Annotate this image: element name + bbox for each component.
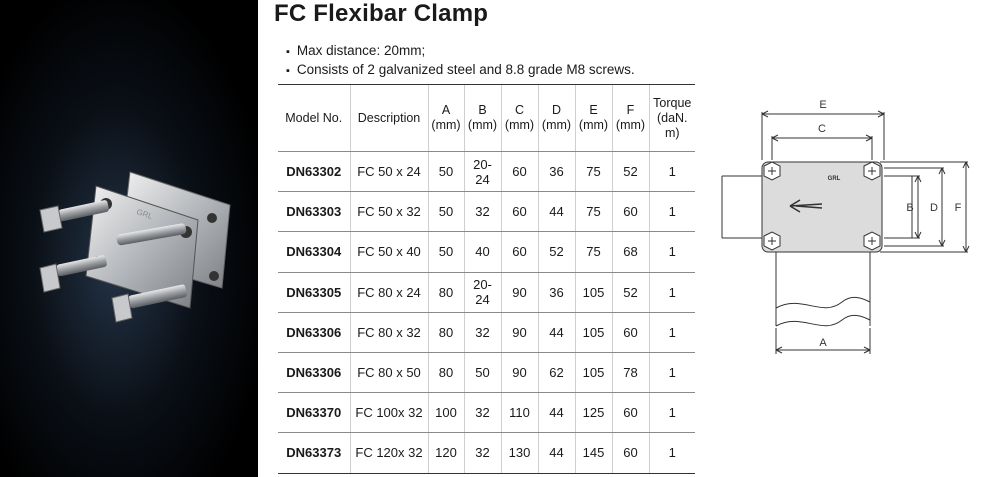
table-cell: FC 80 x 24 [350, 272, 428, 312]
photo-logo: GRL [135, 207, 154, 221]
table-cell: 36 [538, 152, 575, 192]
column-header: F (mm) [612, 85, 649, 152]
table-cell: DN63302 [278, 152, 350, 192]
table-cell: 60 [501, 152, 538, 192]
label-b: B [906, 202, 914, 214]
flexibar-left [722, 176, 764, 238]
table-cell: 60 [612, 393, 649, 433]
column-header: B (mm) [464, 85, 501, 152]
table-cell: 75 [575, 232, 612, 272]
table-cell: 32 [464, 393, 501, 433]
column-header: D (mm) [538, 85, 575, 152]
table-cell: FC 80 x 50 [350, 352, 428, 392]
label-c: C [818, 123, 826, 135]
column-header: Description [350, 85, 428, 152]
column-header: Model No. [278, 85, 350, 152]
label-d: D [930, 202, 938, 214]
table-cell: DN63370 [278, 393, 350, 433]
table-cell: 32 [464, 192, 501, 232]
table-cell: FC 50 x 32 [350, 192, 428, 232]
vertical-bar [776, 252, 870, 326]
table-cell: DN63306 [278, 312, 350, 352]
table-cell: 44 [538, 433, 575, 473]
table-cell: FC 100x 32 [350, 393, 428, 433]
table-cell: 44 [538, 192, 575, 232]
table-cell: 50 [428, 152, 464, 192]
table-cell: 1 [649, 272, 695, 312]
table-cell: 90 [501, 272, 538, 312]
table-cell: 52 [538, 232, 575, 272]
table-cell: 52 [612, 152, 649, 192]
table-cell: DN63305 [278, 272, 350, 312]
table-cell: 80 [428, 312, 464, 352]
column-header: A (mm) [428, 85, 464, 152]
table-row [278, 192, 695, 232]
table-cell: 105 [575, 352, 612, 392]
column-header: Torque (daN. m) [649, 85, 695, 152]
table-cell: 1 [649, 192, 695, 232]
table-cell: 40 [464, 232, 501, 272]
table-row [278, 352, 695, 392]
table-row [278, 232, 695, 272]
table-cell: 80 [428, 352, 464, 392]
table-cell: 105 [575, 312, 612, 352]
table-cell: 75 [575, 192, 612, 232]
table-cell: 32 [464, 312, 501, 352]
table-cell: 130 [501, 433, 538, 473]
table-cell: 75 [575, 152, 612, 192]
table-cell: 60 [612, 192, 649, 232]
table-cell: 44 [538, 393, 575, 433]
feature-item: ▪ Consists of 2 galvanized steel and 8.8 grade M8 screws. [286, 61, 635, 80]
table-cell: 44 [538, 312, 575, 352]
table-cell: 1 [649, 393, 695, 433]
table-cell: 78 [612, 352, 649, 392]
table-cell: 60 [501, 192, 538, 232]
table-row [278, 433, 695, 473]
table-cell: 90 [501, 312, 538, 352]
table-cell: 68 [612, 232, 649, 272]
label-e: E [819, 99, 827, 111]
product-photo [0, 0, 258, 477]
table-cell: 60 [612, 433, 649, 473]
table-cell: FC 50 x 24 [350, 152, 428, 192]
table-cell: 110 [501, 393, 538, 433]
table-cell: 52 [612, 272, 649, 312]
table-row [278, 312, 695, 352]
feature-list [286, 42, 635, 80]
table-cell: 125 [575, 393, 612, 433]
label-a: A [819, 337, 827, 349]
table-cell: 1 [649, 232, 695, 272]
table-cell: 1 [649, 152, 695, 192]
table-body [278, 152, 695, 474]
table-cell: 20- 24 [464, 152, 501, 192]
table-row [278, 272, 695, 312]
column-header: C (mm) [501, 85, 538, 152]
table-cell: 105 [575, 272, 612, 312]
table-header-row [278, 85, 695, 152]
table-cell: 50 [428, 192, 464, 232]
column-header: E (mm) [575, 85, 612, 152]
spec-table [278, 84, 695, 474]
table-cell: 100 [428, 393, 464, 433]
table-cell: 20- 24 [464, 272, 501, 312]
table-cell: 50 [464, 352, 501, 392]
feature-item: ▪ Max distance: 20mm; [286, 42, 635, 61]
table-cell: 120 [428, 433, 464, 473]
table-cell: 80 [428, 272, 464, 312]
table-cell: FC 80 x 32 [350, 312, 428, 352]
table-cell: 60 [612, 312, 649, 352]
table-cell: 145 [575, 433, 612, 473]
diagram-logo: GRL [827, 176, 841, 182]
label-f: F [954, 202, 962, 214]
table-cell: 1 [649, 352, 695, 392]
table-cell: 36 [538, 272, 575, 312]
table-cell: DN63304 [278, 232, 350, 272]
dimension-diagram [712, 90, 992, 365]
page-title: FC Flexibar Clamp [274, 0, 489, 27]
table-cell: 32 [464, 433, 501, 473]
table-cell: 1 [649, 312, 695, 352]
table-cell: DN63303 [278, 192, 350, 232]
table-cell: 1 [649, 433, 695, 473]
table-cell: FC 50 x 40 [350, 232, 428, 272]
table-row [278, 152, 695, 192]
table-row [278, 393, 695, 433]
table-cell: 60 [501, 232, 538, 272]
table-cell: 62 [538, 352, 575, 392]
table-cell: DN63373 [278, 433, 350, 473]
table-cell: 90 [501, 352, 538, 392]
table-cell: 50 [428, 232, 464, 272]
table-cell: DN63306 [278, 352, 350, 392]
table-cell: FC 120x 32 [350, 433, 428, 473]
